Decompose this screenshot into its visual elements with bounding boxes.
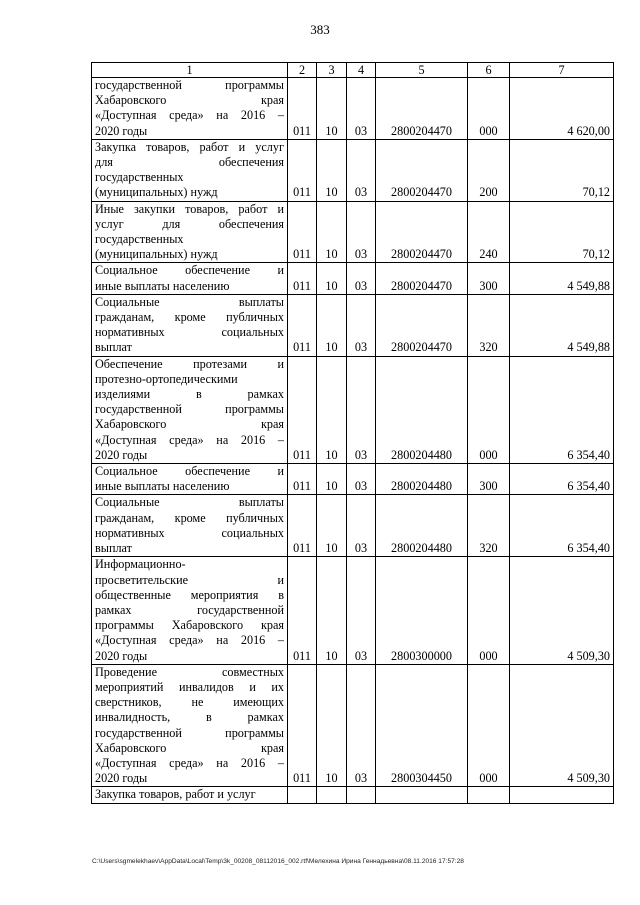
row-name-line: государственной программы [95, 725, 284, 740]
row-name-line: Обеспечение протезами и [95, 356, 284, 371]
target-article-cell [376, 787, 468, 803]
ministry-code-cell: 011 [288, 557, 317, 664]
subsection-code-cell: 03 [347, 464, 376, 495]
section-code-cell: 10 [317, 263, 347, 294]
row-name-cell [92, 464, 288, 495]
subsection-code-cell: 03 [347, 139, 376, 201]
row-name-line: государственной программы [95, 402, 284, 417]
expense-type-cell: 300 [468, 263, 510, 294]
table-row [92, 263, 614, 294]
table-body [92, 78, 614, 804]
row-name-line: иные выплаты населению [95, 479, 230, 494]
amount-cell: 4 620,00 [510, 78, 614, 140]
amount-cell: 4 509,30 [510, 664, 614, 787]
table-row [92, 139, 614, 201]
row-name-line: рамках государственной [95, 602, 284, 617]
table-row [92, 787, 614, 803]
subsection-code-cell: 03 [347, 263, 376, 294]
section-code-cell: 10 [317, 464, 347, 495]
amount-cell: 6 354,40 [510, 464, 614, 495]
amount-cell: 70,12 [510, 139, 614, 201]
amount-cell: 6 354,40 [510, 495, 614, 557]
column-header: 3 [317, 63, 347, 78]
row-name-line: Иные закупки товаров, работ и [95, 201, 284, 216]
amount-cell: 6 354,40 [510, 356, 614, 463]
amount-cell: 4 549,88 [510, 263, 614, 294]
target-article-cell: 2800204480 [376, 356, 468, 463]
column-header: 2 [288, 63, 317, 78]
row-name-line: Хабаровского края [95, 417, 284, 432]
subsection-code-cell: 03 [347, 664, 376, 787]
row-name-line: «Доступная среда» на 2016 – [95, 432, 284, 447]
row-name-cell [92, 787, 288, 803]
section-code-cell: 10 [317, 78, 347, 140]
section-code-cell: 10 [317, 356, 347, 463]
target-article-cell: 2800300000 [376, 557, 468, 664]
row-name-line: гражданам, кроме публичных [95, 310, 284, 325]
row-name-line: 2020 годы [95, 123, 148, 138]
subsection-code-cell: 03 [347, 78, 376, 140]
row-name-line: 2020 годы [95, 771, 148, 786]
table-row [92, 356, 614, 463]
row-name-cell [92, 78, 288, 140]
table-row [92, 294, 614, 356]
ministry-code-cell: 011 [288, 464, 317, 495]
column-header: 1 [92, 63, 288, 78]
row-name-line: сверстников, не имеющих [95, 695, 284, 710]
row-name-line: выплат [95, 340, 132, 355]
row-name-line: Социальное обеспечение и [95, 263, 284, 278]
amount-cell [510, 787, 614, 803]
table-row [92, 201, 614, 263]
row-name-line: Социальное обеспечение и [95, 464, 284, 479]
row-name-cell [92, 495, 288, 557]
row-name-line: нормативных социальных [95, 525, 284, 540]
ministry-code-cell: 011 [288, 139, 317, 201]
row-name-line: 2020 годы [95, 447, 148, 462]
table-row [92, 464, 614, 495]
row-name-cell [92, 356, 288, 463]
row-name-line: Социальные выплаты [95, 495, 284, 510]
section-code-cell: 10 [317, 664, 347, 787]
ministry-code-cell: 011 [288, 294, 317, 356]
subsection-code-cell: 03 [347, 557, 376, 664]
subsection-code-cell: 03 [347, 495, 376, 557]
row-name-line: программы Хабаровского края [95, 618, 284, 633]
target-article-cell: 2800204470 [376, 78, 468, 140]
row-name-line: Хабаровского края [95, 740, 284, 755]
section-code-cell [317, 787, 347, 803]
row-name-cell [92, 139, 288, 201]
row-name-cell [92, 294, 288, 356]
section-code-cell: 10 [317, 294, 347, 356]
section-code-cell: 10 [317, 139, 347, 201]
target-article-cell: 2800304450 [376, 664, 468, 787]
expense-type-cell: 240 [468, 201, 510, 263]
table-row [92, 495, 614, 557]
row-name-line: выплат [95, 541, 132, 556]
expense-type-cell: 000 [468, 78, 510, 140]
row-name-line: «Доступная среда» на 2016 – [95, 755, 284, 770]
section-code-cell: 10 [317, 495, 347, 557]
expense-type-cell: 200 [468, 139, 510, 201]
row-name-line: изделиями в рамках [95, 387, 284, 402]
row-name-line: (муниципальных) нужд [95, 185, 218, 200]
row-name-line: общественные мероприятия в [95, 587, 284, 602]
column-header: 6 [468, 63, 510, 78]
expense-type-cell [468, 787, 510, 803]
column-header: 4 [347, 63, 376, 78]
row-name-line: «Доступная среда» на 2016 – [95, 108, 284, 123]
ministry-code-cell: 011 [288, 78, 317, 140]
file-path-footer: C:\Users\sgmelekhaev\AppData\Local\Temp\3k_00208_08112016_002.rtf\Мелехина Ирина Геннадьевна\08.11.2016 17:57:28 [92, 858, 464, 865]
expense-type-cell: 300 [468, 464, 510, 495]
ministry-code-cell: 011 [288, 495, 317, 557]
row-name-cell [92, 664, 288, 787]
expense-type-cell: 320 [468, 495, 510, 557]
target-article-cell: 2800204470 [376, 294, 468, 356]
row-name-line: мероприятий инвалидов и их [95, 679, 284, 694]
table-row [92, 78, 614, 140]
expense-type-cell: 000 [468, 557, 510, 664]
column-header: 7 [510, 63, 614, 78]
subsection-code-cell: 03 [347, 294, 376, 356]
row-name-line: нормативных социальных [95, 325, 284, 340]
row-name-cell [92, 201, 288, 263]
row-name-line: услуг для обеспечения [95, 216, 284, 231]
target-article-cell: 2800204470 [376, 263, 468, 294]
page-number: 383 [310, 22, 330, 37]
subsection-code-cell: 03 [347, 201, 376, 263]
column-header: 5 [376, 63, 468, 78]
table-header-row [92, 63, 614, 78]
row-name-line: Проведение совместных [95, 664, 284, 679]
ministry-code-cell: 011 [288, 201, 317, 263]
row-name-line: государственных [95, 232, 184, 247]
ministry-code-cell [288, 787, 317, 803]
amount-cell: 70,12 [510, 201, 614, 263]
amount-cell: 4 509,30 [510, 557, 614, 664]
subsection-code-cell [347, 787, 376, 803]
table-row [92, 664, 614, 787]
row-name-line: «Доступная среда» на 2016 – [95, 633, 284, 648]
budget-table [91, 62, 614, 804]
expense-type-cell: 320 [468, 294, 510, 356]
table-row [92, 557, 614, 664]
ministry-code-cell: 011 [288, 263, 317, 294]
row-name-line: государственной программы [95, 78, 284, 92]
row-name-line: государственных [95, 170, 184, 185]
subsection-code-cell: 03 [347, 356, 376, 463]
row-name-line: 2020 годы [95, 648, 148, 663]
row-name-line: Закупка товаров, работ и услуг [95, 787, 256, 802]
expense-type-cell: 000 [468, 664, 510, 787]
row-name-line: просветительские и [95, 572, 284, 587]
row-name-line: Социальные выплаты [95, 294, 284, 309]
ministry-code-cell: 011 [288, 356, 317, 463]
target-article-cell: 2800204480 [376, 464, 468, 495]
section-code-cell: 10 [317, 201, 347, 263]
expense-type-cell: 000 [468, 356, 510, 463]
row-name-cell [92, 557, 288, 664]
row-name-line: протезно-ортопедическими [95, 371, 238, 386]
row-name-cell [92, 263, 288, 294]
target-article-cell: 2800204470 [376, 201, 468, 263]
row-name-line: (муниципальных) нужд [95, 247, 218, 262]
target-article-cell: 2800204470 [376, 139, 468, 201]
ministry-code-cell: 011 [288, 664, 317, 787]
row-name-line: Закупка товаров, работ и услуг [95, 139, 284, 154]
row-name-line: Хабаровского края [95, 93, 284, 108]
row-name-line: иные выплаты населению [95, 278, 230, 293]
row-name-line: Информационно- [95, 557, 186, 572]
row-name-line: инвалидность, в рамках [95, 710, 284, 725]
row-name-line: гражданам, кроме публичных [95, 510, 284, 525]
section-code-cell: 10 [317, 557, 347, 664]
target-article-cell: 2800204480 [376, 495, 468, 557]
amount-cell: 4 549,88 [510, 294, 614, 356]
row-name-line: для обеспечения [95, 155, 284, 170]
